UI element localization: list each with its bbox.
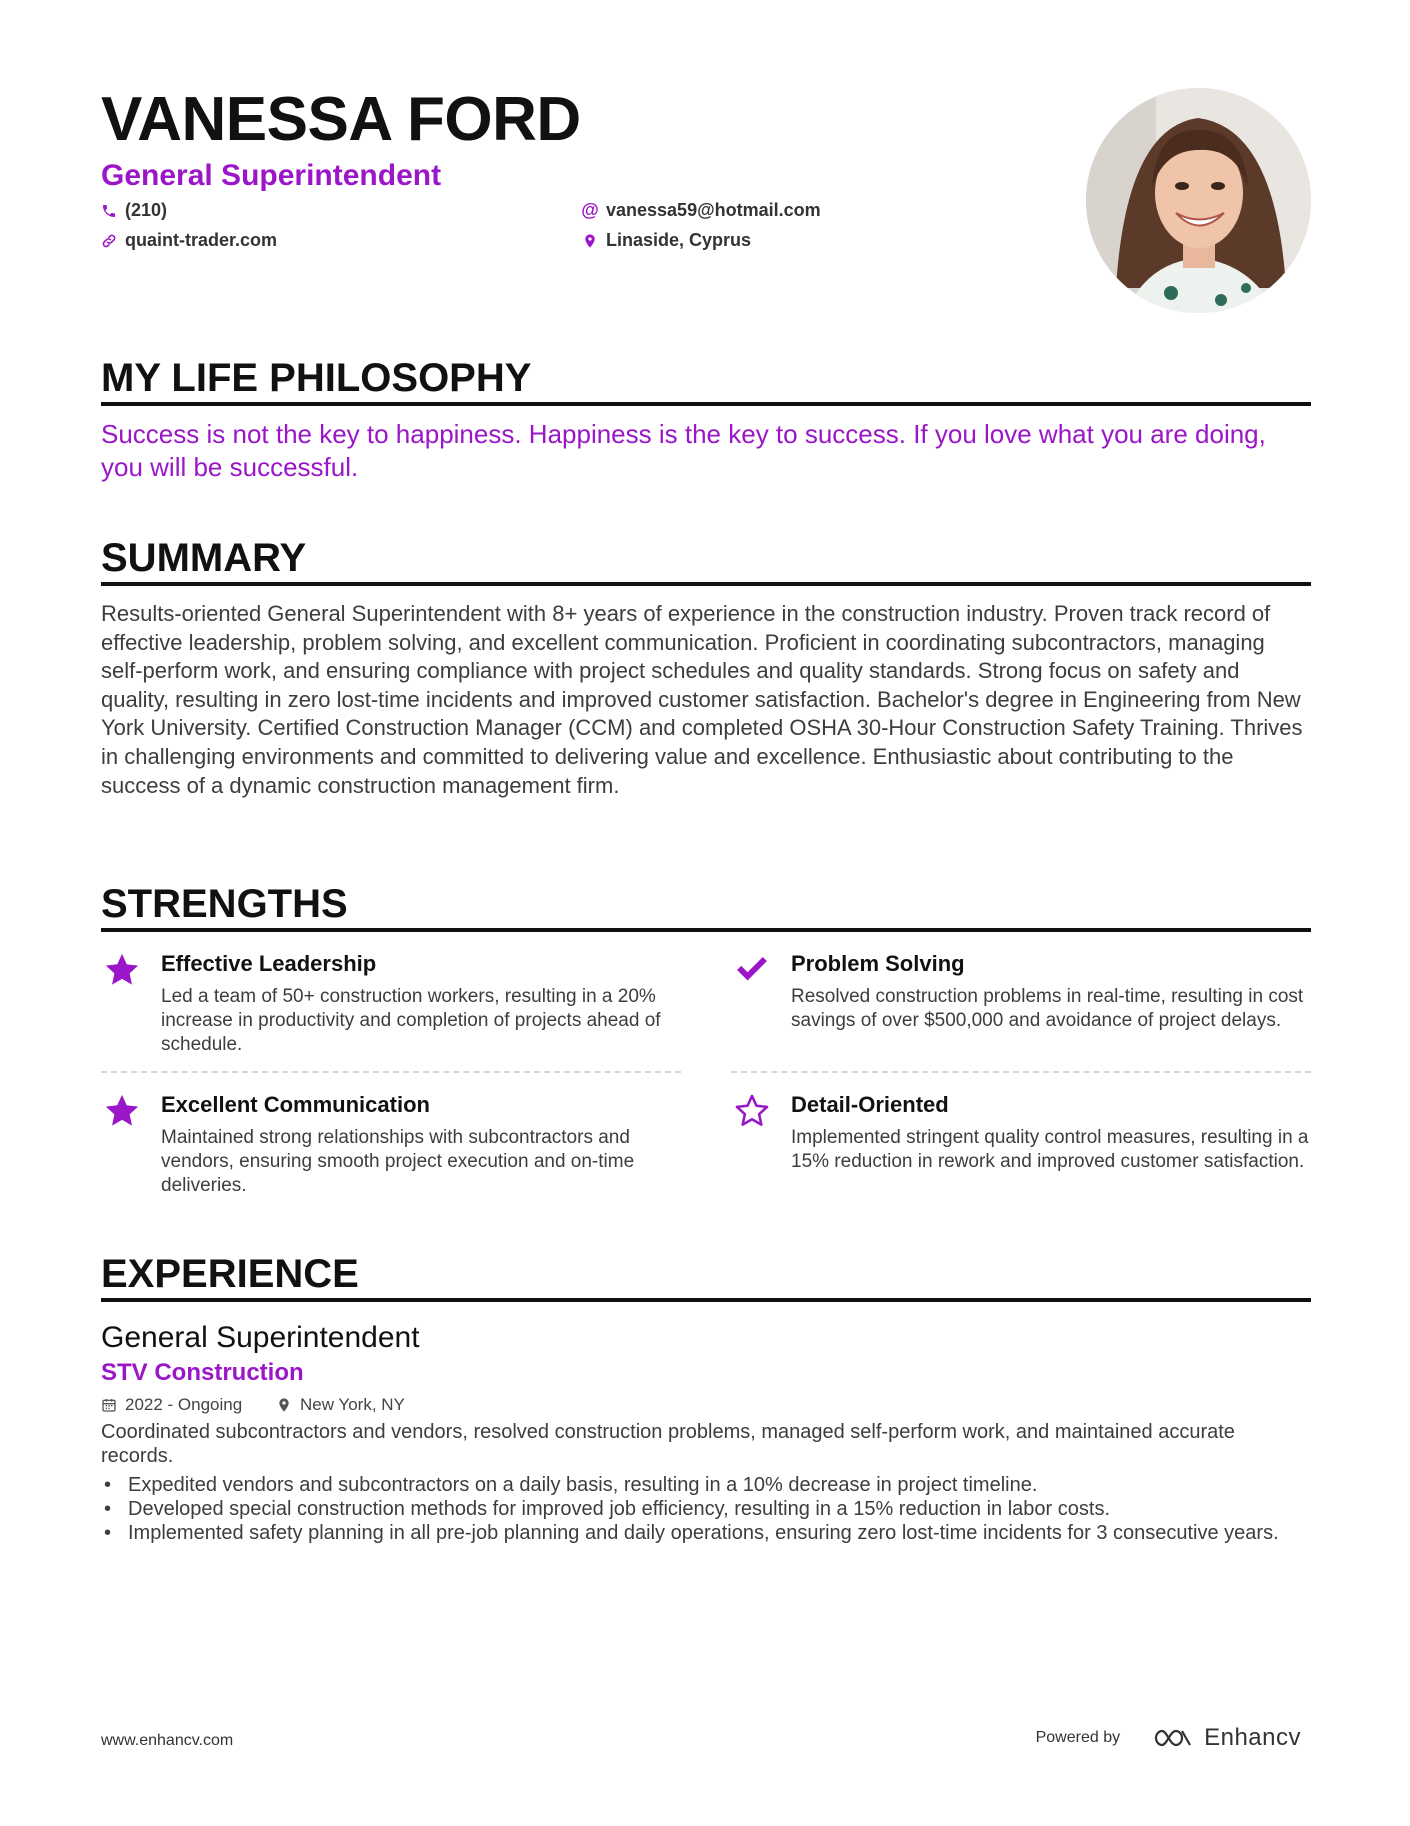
star-filled-icon bbox=[103, 951, 141, 989]
footer-website[interactable]: www.enhancv.com bbox=[101, 1732, 234, 1749]
strength-description: Resolved construction problems in real-time, resulting in cost savings of over $500,000 and avoidance of project delays. bbox=[791, 986, 1304, 1031]
strengths-heading: STRENGTHS bbox=[101, 882, 348, 926]
job-bullet: • Developed special construction methods for improved job efficiency, resulting in a 15% reduction in labor costs. bbox=[101, 1497, 1311, 1521]
experience-divider bbox=[101, 1298, 1311, 1302]
philosophy-divider bbox=[101, 402, 1311, 406]
location-text: Linaside, Cyprus bbox=[606, 230, 752, 250]
email-text[interactable]: vanessa59@hotmail.com bbox=[606, 200, 821, 220]
philosophy-quote: Success is not the key to happiness. Happiness is the key to success. If you love what you are doing, you will be successful. bbox=[101, 419, 1266, 482]
strength-separator bbox=[731, 1071, 1311, 1073]
strength-name: Detail-Oriented bbox=[791, 1092, 949, 1117]
candidate-name: VANESSA FORD bbox=[101, 85, 581, 154]
checkmark-icon bbox=[733, 951, 771, 989]
website-text[interactable]: quaint-trader.com bbox=[125, 230, 278, 250]
job-bullet: • Implemented safety planning in all pre-job planning and daily operations, ensuring zero lost-time incidents for 3 consecutive years. bbox=[101, 1521, 1311, 1545]
phone-icon bbox=[101, 203, 117, 219]
star-filled-icon bbox=[103, 1092, 141, 1130]
contact-email bbox=[582, 200, 821, 221]
contact-phone bbox=[101, 200, 167, 221]
location-pin-icon bbox=[276, 1397, 292, 1413]
strength-name: Excellent Communication bbox=[161, 1092, 430, 1117]
summary-divider bbox=[101, 582, 1311, 586]
job-bullet: • Expedited vendors and subcontractors on a daily basis, resulting in a 10% decrease in project timeline. bbox=[101, 1473, 1311, 1497]
job-location-text: New York, NY bbox=[300, 1395, 405, 1414]
job-bullets bbox=[101, 1473, 1311, 1545]
candidate-title: General Superintendent bbox=[101, 159, 442, 192]
strength-description: Led a team of 50+ construction workers, resulting in a 20% increase in productivity and completion of projects ahead of schedule. bbox=[161, 986, 661, 1055]
strength-name: Problem Solving bbox=[791, 951, 965, 976]
summary-heading: SUMMARY bbox=[101, 536, 307, 580]
profile-photo bbox=[1086, 88, 1311, 313]
job-description: Coordinated subcontractors and vendors, resolved construction problems, managed self-perform work, and maintained accurate records. bbox=[101, 1421, 1235, 1467]
brand-name: Enhancv bbox=[1204, 1724, 1301, 1751]
at-icon: @ bbox=[581, 200, 599, 220]
strength-name: Effective Leadership bbox=[161, 951, 377, 976]
experience-heading: EXPERIENCE bbox=[101, 1252, 359, 1296]
contact-location bbox=[582, 230, 751, 251]
job-dates bbox=[101, 1394, 242, 1416]
star-outline-icon bbox=[733, 1092, 771, 1130]
enhancv-logo-icon bbox=[1146, 1726, 1194, 1750]
powered-by-text: Powered by bbox=[1035, 1729, 1121, 1746]
job-title: General Superintendent bbox=[101, 1321, 420, 1354]
link-icon bbox=[101, 233, 117, 249]
job-dates-text: 2022 - Ongoing bbox=[125, 1395, 243, 1414]
contact-website bbox=[101, 230, 277, 251]
strengths-divider bbox=[101, 928, 1311, 932]
strength-description: Implemented stringent quality control measures, resulting in a 15% reduction in rework and improved customer satisfaction. bbox=[791, 1127, 1309, 1172]
strength-separator bbox=[101, 1071, 681, 1073]
job-location bbox=[276, 1394, 405, 1416]
summary-text: Results-oriented General Superintendent with 8+ years of experience in the construction industry. Proven track record of effective leadership, problem solving, and excellent communication. Proficient in coordinating subcontractors, managing self-perform work, and ensuring compliance with project schedules and quality standards. Strong focus on safety and quality, resulting in zero lost-time incidents and improved customer satisfaction. Bachelor's degree in Engineering from New York University. Certified Construction Manager (CCM) and completed OSHA 30-Hour Construction Safety Training. Thrives in challenging environments and committed to delivering value and excellence. Enthusiastic about contributing to the success of a dynamic construction management firm. bbox=[101, 601, 1303, 798]
strength-description: Maintained strong relationships with subcontractors and vendors, ensuring smooth project execution and on-time deliveries. bbox=[161, 1127, 635, 1196]
resume-page bbox=[101, 0, 1311, 1826]
footer-branding bbox=[1036, 1724, 1301, 1752]
calendar-icon bbox=[101, 1397, 117, 1413]
location-pin-icon bbox=[582, 233, 598, 249]
philosophy-heading: MY LIFE PHILOSOPHY bbox=[101, 356, 532, 400]
phone-text[interactable]: (210) bbox=[125, 200, 168, 220]
job-company: STV Construction bbox=[101, 1359, 304, 1386]
